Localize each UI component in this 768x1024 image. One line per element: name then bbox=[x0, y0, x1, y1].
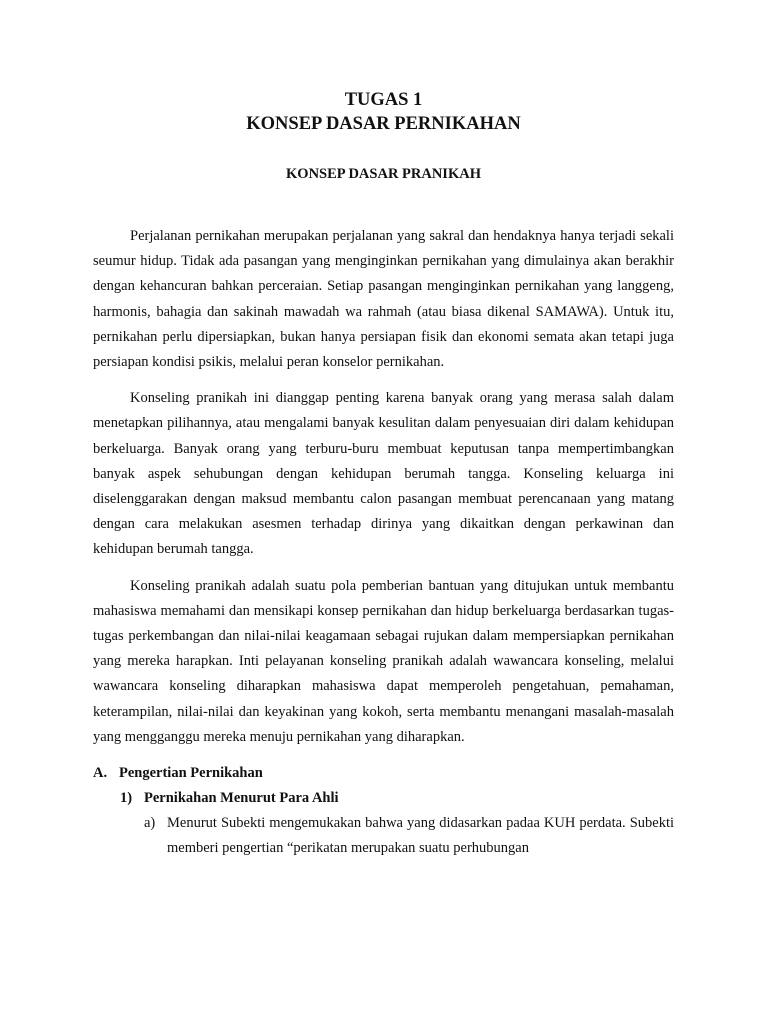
section-title: Pengertian Pernikahan bbox=[119, 765, 263, 782]
document-subtitle: KONSEP DASAR PRANIKAH bbox=[286, 166, 481, 182]
document-title-line-1: TUGAS 1 bbox=[344, 90, 423, 110]
subsection-marker: 1) bbox=[120, 790, 133, 807]
subsection-title: Pernikahan Menurut Para Ahli bbox=[144, 790, 339, 807]
paragraph-1: Perjalanan pernikahan merupakan perjalanan yang sakral dan hendaknya hanya terjadi sekali seumur hidup. Tidak ada pasangan yang menginginkan pernikahan yang dimulainya akan berakhir dengan kehancuran bahkan perceraian. Setiap pasangan menginginkan pernikahan yang langgeng, harmonis, bahagia dan sakinah mawadah wa rahmah (atau biasa dikenal SAMAWA). Untuk itu, pernikahan perlu dipersiapkan, bukan hanya persiapan fisik dan ekonomi semata akan tetapi juga persiapan kondisi psikis, melalui peran konselor pernikahan. bbox=[93, 228, 674, 371]
list-item-marker: a) bbox=[144, 815, 156, 832]
list-item-text: Menurut Subekti mengemukakan bahwa yang didasarkan padaa KUH perdata. Subekti memberi pengertian “perikatan merupakan suatu perhubungan bbox=[167, 815, 674, 857]
section-heading-a bbox=[93, 761, 674, 786]
document-title-line-2: KONSEP DASAR PERNIKAHAN bbox=[246, 114, 521, 134]
subsection-heading-1 bbox=[120, 786, 674, 811]
document-body bbox=[93, 88, 674, 861]
section-marker: A. bbox=[93, 765, 108, 782]
list-item-a bbox=[144, 811, 674, 861]
paragraph-2: Konseling pranikah ini dianggap penting karena banyak orang yang merasa salah dalam menetapkan pilihannya, atau mengalami banyak kesulitan dalam penyesuaian diri dalam kehidupan berkeluarga. Banyak orang yang terburu-buru membuat keputusan tanpa mempertimbangkan banyak aspek sehubungan dengan kehidupan berumah tangga. Konseling keluarga ini diselenggarakan dengan maksud membantu calon pasangan membuat perencanaan yang matang dengan cara melakukan asesmen terhadap dirinya yang dikaitkan dengan perkawinan dan kehidupan berumah tangga. bbox=[93, 390, 674, 558]
paragraph-3: Konseling pranikah adalah suatu pola pemberian bantuan yang ditujukan untuk membantu mahasiswa memahami dan mensikapi konsep pernikahan dan hidup berkeluarga berdasarkan tugas-tugas perkembangan dan nilai-nilai keagamaan sebagai rujukan dalam mempersiapkan pernikahan yang mereka harapkan. Inti pelayanan konseling pranikah adalah wawancara konseling, melalui wawancara konseling diharapkan mahasiswa dapat memperoleh pengetahuan, pemahaman, keterampilan, nilai-nilai dan keyakinan yang kokoh, serta membantu menangani masalah-masalah yang mengganggu mereka menuju pernikahan yang diharapkan. bbox=[93, 577, 674, 745]
